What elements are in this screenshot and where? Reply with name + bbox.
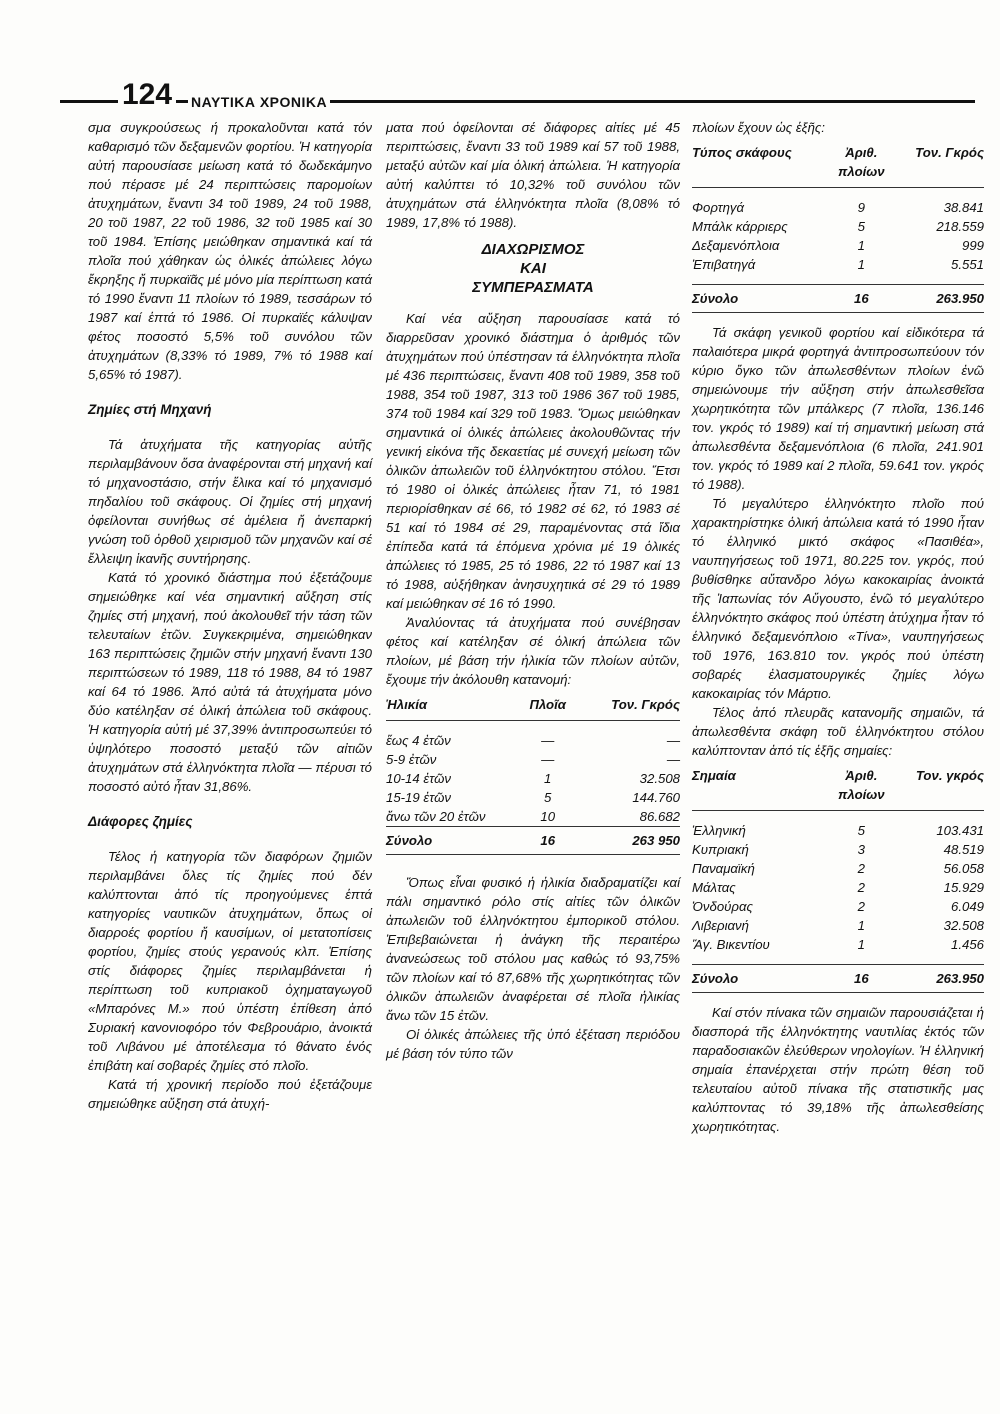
table-header: Τον. Γκρός <box>580 693 680 721</box>
paragraph: Κατά τό χρονικό διάστημα πού ἐξετάζουμε σημειώθηκε καί νέα σημαντική αὔξηση στίς ζημίες στή μηχανή, πού ἀκολουθεῖ τήν τάση τῶν τελευταίων ἐτῶν. Συγκεκριμένα, σημειώθηκαν 163 περιπτώσεις ζημιῶν στήν μηχανή ἔναντι 130 περιπτώσεων τό 1989, 118 τό 1988, 84 τό 1987 καί 64 τό 1986. Ἀπό αὐτά τά ἀτυχήματα μόνο δύο κατέληξαν σέ ὁλική ἀπώλεια τοῦ σκάφους. Ἡ κατηγορία αὐτή μέ 37,39% ἀντιπροσωπεύει τό ὑψηλότερο ποσοστό μεταξύ τῶν αἰτιῶν ἀτυχημάτων στά ἑλληνόκτητα πλοῖα — πέρυσι τό ποσοστό αὐτό ἦταν 31,86%. <box>88 570 372 794</box>
ship-type-table <box>692 141 984 313</box>
heading-line: ΔΙΑΧΩΡΙΣΜΟΣ <box>481 241 585 258</box>
table-cell: 16 <box>826 965 896 993</box>
page-header <box>60 78 975 118</box>
table-cell: 32.508 <box>639 771 680 786</box>
table-row <box>386 788 680 807</box>
table-cell: 5 <box>544 790 552 805</box>
paragraph: Καί στόν πίνακα τῶν σημαιῶν παρουσιάζεται ἡ διασπορά τῆς ἑλληνόκτητης ναυτιλίας ἐκτός τῶν παραδοσιακῶν ἐλεύθερων νηολογίων. Ἡ ἑλληνική σημαία ἐπανέρχεται στήν πρώτη θέση τοῦ τελευταίου αὐτοῦ πίνακα τῆς στατιστικῆς μας καλύπτοντας τό 39,18% τῆς ἀπωλεσθείσης χωρητικότητας. <box>692 1005 984 1134</box>
table-row <box>692 236 984 255</box>
table-cell: 1 <box>857 257 866 272</box>
table-cell: 32.508 <box>943 918 984 933</box>
table-header-row <box>692 141 984 188</box>
table-row <box>386 807 680 827</box>
table-cell: 16 <box>826 285 896 313</box>
table-cell: Ἅγ. Βικεντίου <box>692 937 770 952</box>
table-cell: 144.760 <box>632 790 680 805</box>
table-header-row <box>386 693 680 721</box>
table-cell: 5 <box>857 219 866 234</box>
table-row <box>692 217 984 236</box>
table-cell: 5-9 ἐτῶν <box>386 752 437 767</box>
table-cell: Ὁνδούρας <box>692 899 753 914</box>
table-cell: 16 <box>515 827 580 855</box>
heading-line: ΚΑΙ <box>520 260 546 277</box>
heading-line: ΣΥΜΠΕΡΑΣΜΑΤΑ <box>472 279 594 296</box>
table-cell: 2 <box>857 899 866 914</box>
section-heading-engine: Ζημίες στή Μηχανή <box>88 402 212 417</box>
table-cell: 56.058 <box>943 861 984 876</box>
table-cell: 263.950 <box>896 965 984 993</box>
table-cell: 10 <box>540 809 556 824</box>
column-1 <box>88 118 372 1113</box>
table-row <box>386 769 680 788</box>
table-cell: 1 <box>857 918 866 933</box>
paragraph: Τό μεγαλύτερο ἑλληνόκτητο πλοῖο πού χαρακτηρίστηκε ὁλική ἀπώλεια κατά τό 1990 ἦταν τό ἑλληνικό μικτό σκάφος «Πασιθέα», ναυπηγήσεως τοῦ 1971, 80.225 τον. γκρός, πού βυθίσθηκε αὔτανδρο λόγω κακοκαιρίας ἀνοικτά τῆς Ἰαπωνίας τόν Αὔγουστο, ἐνῶ τό μεγαλύτερο ἑλληνόκτητο σκάφος πού ὑπέστη ἀτύχημα ἦταν τό ἑλληνικό δεξαμενόπλοιο «Τίνα», ναυπηγήσεως τοῦ 1976, 163.810 τον. γκρός πού ὑπέστη σοβαρές ἐλασματουργικές ζημίες λόγω κακοκαιρίας τόν Μάρτιο. <box>692 496 984 701</box>
table-cell: 1 <box>544 771 552 786</box>
paragraph: Οἱ ὁλικές ἀπώλειες τῆς ὑπό ἐξέταση περιόδου μέ βάση τόν τύπο τῶν <box>386 1027 680 1061</box>
table-header: Πλοῖα <box>515 693 580 721</box>
paragraph: Τά σκάφη γενικοῦ φορτίου καί εἰδικότερα τά παλαιότερα μικρά φορτηγά ἀντιπροσωπεύουν τόν κύριο ὄγκο τῶν ἀπωλεσθέντων πλοίων ἐνῶ σημειώνουμε τήν αὔξηση στήν ἀπωλεσθεῖσα χωρητικότητα τῶν μπάλκερς (7 πλοῖα, 136.146 τον. γκρός τό 1989) καί τή σημαντική μείωση στά ἀπωλεσθέντα δεξαμενόπλοια (6 πλοῖα, 241.901 τον. γκρός τό 1989 καί 2 πλοῖα, 59.641 τον. γκρός τό 1988). <box>692 325 984 492</box>
table-total-row <box>386 827 680 855</box>
table-header: Ἡλικία <box>386 693 515 721</box>
paragraph: Καί νέα αὔξηση παρουσίασε κατά τό διαρρεῦσαν χρονικό διάστημα ὁ ἀριθμός τῶν ἀτυχημάτων πού ὑπέστησαν τά ἑλληνόκτητα πλοῖα μέ 436 περιπτώσεις, ἔναντι 408 τοῦ 1989, 358 τοῦ 1988, 354 τοῦ 1987, 313 τοῦ 1986 367 τοῦ 1985, 374 τοῦ 1984 καί 329 τοῦ 1983. Ὅμως μειώθηκαν σημαντικά οἱ ὁλικές ἀπώλειες ἀκολουθῶντας τήν γενική εἰκόνα τῆς δεκαετίας μέ συνεχή μείωση τῶν ὁλικῶν ἀπωλειῶν τοῦ ἑλληνόκτητου στόλου. Ἔτσι τό 1980 οἱ ὁλικές ἀπώλειες ἦταν 71, τό 1981 περιορίσθηκαν σέ 66, τό 1982 σέ 62, τό 1983 σέ 51 καί τό 1984 σέ 29, παραμένοντας στά ἴδια ἐπίπεδα κατά τά ἑπόμενα χρόνια μέ 19 ὁλικές ἀπώλειες τό 1985, 25 τό 1986, 22 τό 1987 καί 13 τό 1988, αὐξήθηκαν ἀνησυχητικά σέ 29 τό 1989 καί μειώθηκαν σέ 16 τό 1990. <box>386 311 680 611</box>
table-cell: Ἐπιβατηγά <box>692 257 756 272</box>
table-cell: Λιβεριανή <box>692 918 749 933</box>
column-2 <box>386 118 680 1063</box>
paragraph: πλοίων ἔχουν ὡς ἑξῆς: <box>692 120 825 135</box>
paragraph: Τέλος ἀπό πλευρᾶς κατανομῆς σημαιῶν, τά ἀπωλεσθέντα σκάφη τοῦ ἑλληνόκτητου στόλου καλύπτονταν ἀπό τίς ἑξῆς σημαίες: <box>692 705 984 758</box>
table-cell: — <box>541 733 555 748</box>
table-cell: 15.929 <box>943 880 984 895</box>
table-cell: ἄνω τῶν 20 ἐτῶν <box>386 809 486 824</box>
table-cell: Μάλτας <box>692 880 736 895</box>
paragraph: Τά ἀτυχήματα τῆς κατηγορίας αὐτῆς περιλαμβάνουν ὅσα ἀναφέρονται στή μηχανή καί τό μηχανοστάσιο, στήν ἕλικα καί τό μηχανισμό πηδαλίου τοῦ σκάφους. Οἱ ζημίες στή μηχανή ὀφείλονται συνήθως σέ ἀμέλεια ἤ ἀνεπαρκή γνώση τοῦ ὀρθοῦ χειρισμοῦ τῶν μηχανῶν καί σέ ἔλλειψη ἱκανῆς συντήρησης. <box>88 437 372 566</box>
table-cell: 6.049 <box>950 899 984 914</box>
table-header: Τύπος σκάφους <box>692 141 826 188</box>
table-cell: 5.551 <box>950 257 984 272</box>
table-cell: Σύνολο <box>692 965 826 993</box>
table-cell: 48.519 <box>943 842 984 857</box>
table-cell: 1 <box>857 238 866 253</box>
paragraph: Κατά τή χρονική περίοδο πού ἐξετάζουμε σημειώθηκε αὔξηση στά ἀτυχή- <box>88 1077 372 1111</box>
paragraph: ματα πού ὀφείλονται σέ διάφορες αἰτίες μέ 45 περιπτώσεις, ἔναντι 33 τοῦ 1989 καί 57 τοῦ 1988, μεταξύ αὐτῶν καί μία ὁλική ἀπώλεια. Ἡ κατηγορία αὐτή καλύπτει τό 10,32% τοῦ συνόλου τῶν ἀτυχημάτων στά ἑλληνόκτητα πλοῖα (8,08% τό 1989, 17,8% τό 1988). <box>386 120 680 230</box>
table-header: Τον. γκρός <box>896 764 984 811</box>
table-row <box>692 935 984 954</box>
table-total-row <box>692 285 984 313</box>
table-cell: Ἑλληνική <box>692 823 746 838</box>
table-header: Ἀριθ. πλοίων <box>826 764 896 811</box>
column-3 <box>692 118 984 1136</box>
table-row <box>692 198 984 217</box>
table-row <box>692 878 984 897</box>
paragraph: Τέλος ἡ κατηγορία τῶν διαφόρων ζημιῶν περιλαμβάνει ὅλες τίς ζημίες πού δέν καλύπτονται ἀπό τίς προηγούμενες ἑπτά κατηγορίες ναυτικῶν ἀτυχημάτων, ὅπως οἱ διαρροές φορτίου ἤ καυσίμων, οἱ μετατοπίσεις φορτίου, ζημίες στούς γερανούς κλπ. Ἐπίσης στίς διάφορες ζημίες περιλαμβάνεται ἡ περίπτωση τοῦ κυπριακοῦ ὀχηματαγωγοῦ «Μπαρόνες Μ.» πού ὑπέστη ἐπίθεση ἀπό Συριακή κανονιοφόρο τόν Φεβρουάριο, ἀνοικτά τοῦ Λιβάνου μέ ἀποτέλεσμα τό θάνατο ἑνός ἐπιβάτη καί σοβαρές ζημίες στό πλοῖο. <box>88 849 372 1073</box>
paragraph: Ὅπως εἶναι φυσικό ἡ ἡλικία διαδραματίζει καί πάλι σημαντικό ρόλο στίς αἰτίες τῶν ὁλικῶν ἀπωλειῶν τοῦ ἑλληνόκτητου ἐμπορικοῦ στόλου. Ἐπιβεβαιώνεται ἡ ἀνάγκη τῆς περαιτέρω ἀνανεώσεως τοῦ στόλου μας καθώς τό 93,75% τῶν πλοίων καί τό 87,68% τῆς χωρητικότητας τῶν ὁλικῶν ἀπωλειῶν ἀναφέρεται σέ πλοῖα ἡλικίας ἄνω τῶν 15 ἐτῶν. <box>386 875 680 1023</box>
paragraph: σμα συγκρούσεως ή προκαλοῦνται κατά τόν καθαρισμό τῶν δεξαμενῶν φορτίου. Ἡ κατηγορία αὐτή παρουσίασε μείωση κατά τό δωδεκάμηνο πού πέρασε μέ 24 περιπτώσεις παρομοίων ἀτυχημάτων, ἔναντι 34 τοῦ 1989, 24 τοῦ 1988, 20 τοῦ 1987, 22 τοῦ 1986, 32 τοῦ 1985 καί 30 τοῦ 1984. Ἐπίσης μειώθηκαν σημαντικά καί τά πλοῖα πού χάθηκαν ὡς ὁλικές ἀπώλειες λόγω ἔκρηξης ἤ πυρκαϊᾶς μέ μόνο μία περίπτωση κατά τό 1990 ἔναντι 11 πλοίων τό 1989, τεσσάρων τό 1987 καί ἑπτά τό 1986. Οἱ πυρκαϊές κάλυψαν φέτος ποσοστό 5,5% τοῦ συνόλου τῶν ἀτυχημάτων (8,33% τό 1989, 7% τό 1988 καί 5,65% τό 1987). <box>88 120 372 382</box>
table-total-row <box>692 965 984 993</box>
table-row <box>692 916 984 935</box>
section-heading-conclusions <box>386 240 680 297</box>
table-cell: 38.841 <box>943 200 984 215</box>
table-cell: ἕως 4 ἐτῶν <box>386 733 451 748</box>
table-cell: Μπάλκ κάρριερς <box>692 219 788 234</box>
table-cell: — <box>541 752 555 767</box>
table-cell: 10-14 ἐτῶν <box>386 771 451 786</box>
table-cell: 3 <box>857 842 866 857</box>
table-row <box>692 821 984 840</box>
flag-table <box>692 764 984 993</box>
table-row <box>692 255 984 274</box>
table-cell: 999 <box>961 238 984 253</box>
table-cell: 5 <box>857 823 866 838</box>
paragraph: Ἀναλύοντας τά ἀτυχήματα πού συνέβησαν φέτος καί κατέληξαν σέ ὁλική ἀπώλεια τῶν πλοίων, μέ βάση τήν ἡλικία τῶν πλοίων αὐτῶν, ἔχουμε τήν ἀκόλουθη κατανομή: <box>386 615 680 687</box>
table-cell: 1 <box>857 937 866 952</box>
table-row <box>692 897 984 916</box>
table-cell: 86.682 <box>639 809 680 824</box>
table-cell: — <box>666 752 680 767</box>
table-row <box>692 859 984 878</box>
table-header: Ἀριθ. πλοίων <box>826 141 896 188</box>
table-header: Τον. Γκρός <box>896 141 984 188</box>
age-table <box>386 693 680 855</box>
table-row <box>386 750 680 769</box>
table-cell: 2 <box>857 880 866 895</box>
table-cell: 9 <box>857 200 866 215</box>
table-header-row <box>692 764 984 811</box>
table-cell: 263.950 <box>896 285 984 313</box>
table-cell: 103.431 <box>936 823 984 838</box>
table-cell: Παναμαϊκή <box>692 861 755 876</box>
table-cell: — <box>666 733 680 748</box>
table-cell: Σύνολο <box>386 827 515 855</box>
table-header: Σημαία <box>692 764 826 811</box>
table-cell: Σύνολο <box>692 285 826 313</box>
table-cell: 15-19 ἐτῶν <box>386 790 451 805</box>
table-cell: 263 950 <box>580 827 680 855</box>
section-heading-misc: Διάφορες ζημίες <box>88 814 193 829</box>
table-cell: 218.559 <box>936 219 984 234</box>
table-cell: 1.456 <box>950 937 984 952</box>
table-cell: Φορτηγά <box>692 200 745 215</box>
page-number: 124 <box>118 78 176 112</box>
table-cell: Κυπριακή <box>692 842 749 857</box>
table-cell: Δεξαμενόπλοια <box>692 238 780 253</box>
table-row <box>386 731 680 750</box>
running-title: ΝΑΥΤΙΚΑ ΧΡΟΝΙΚΑ <box>188 94 330 110</box>
table-cell: 2 <box>857 861 866 876</box>
table-row <box>692 840 984 859</box>
